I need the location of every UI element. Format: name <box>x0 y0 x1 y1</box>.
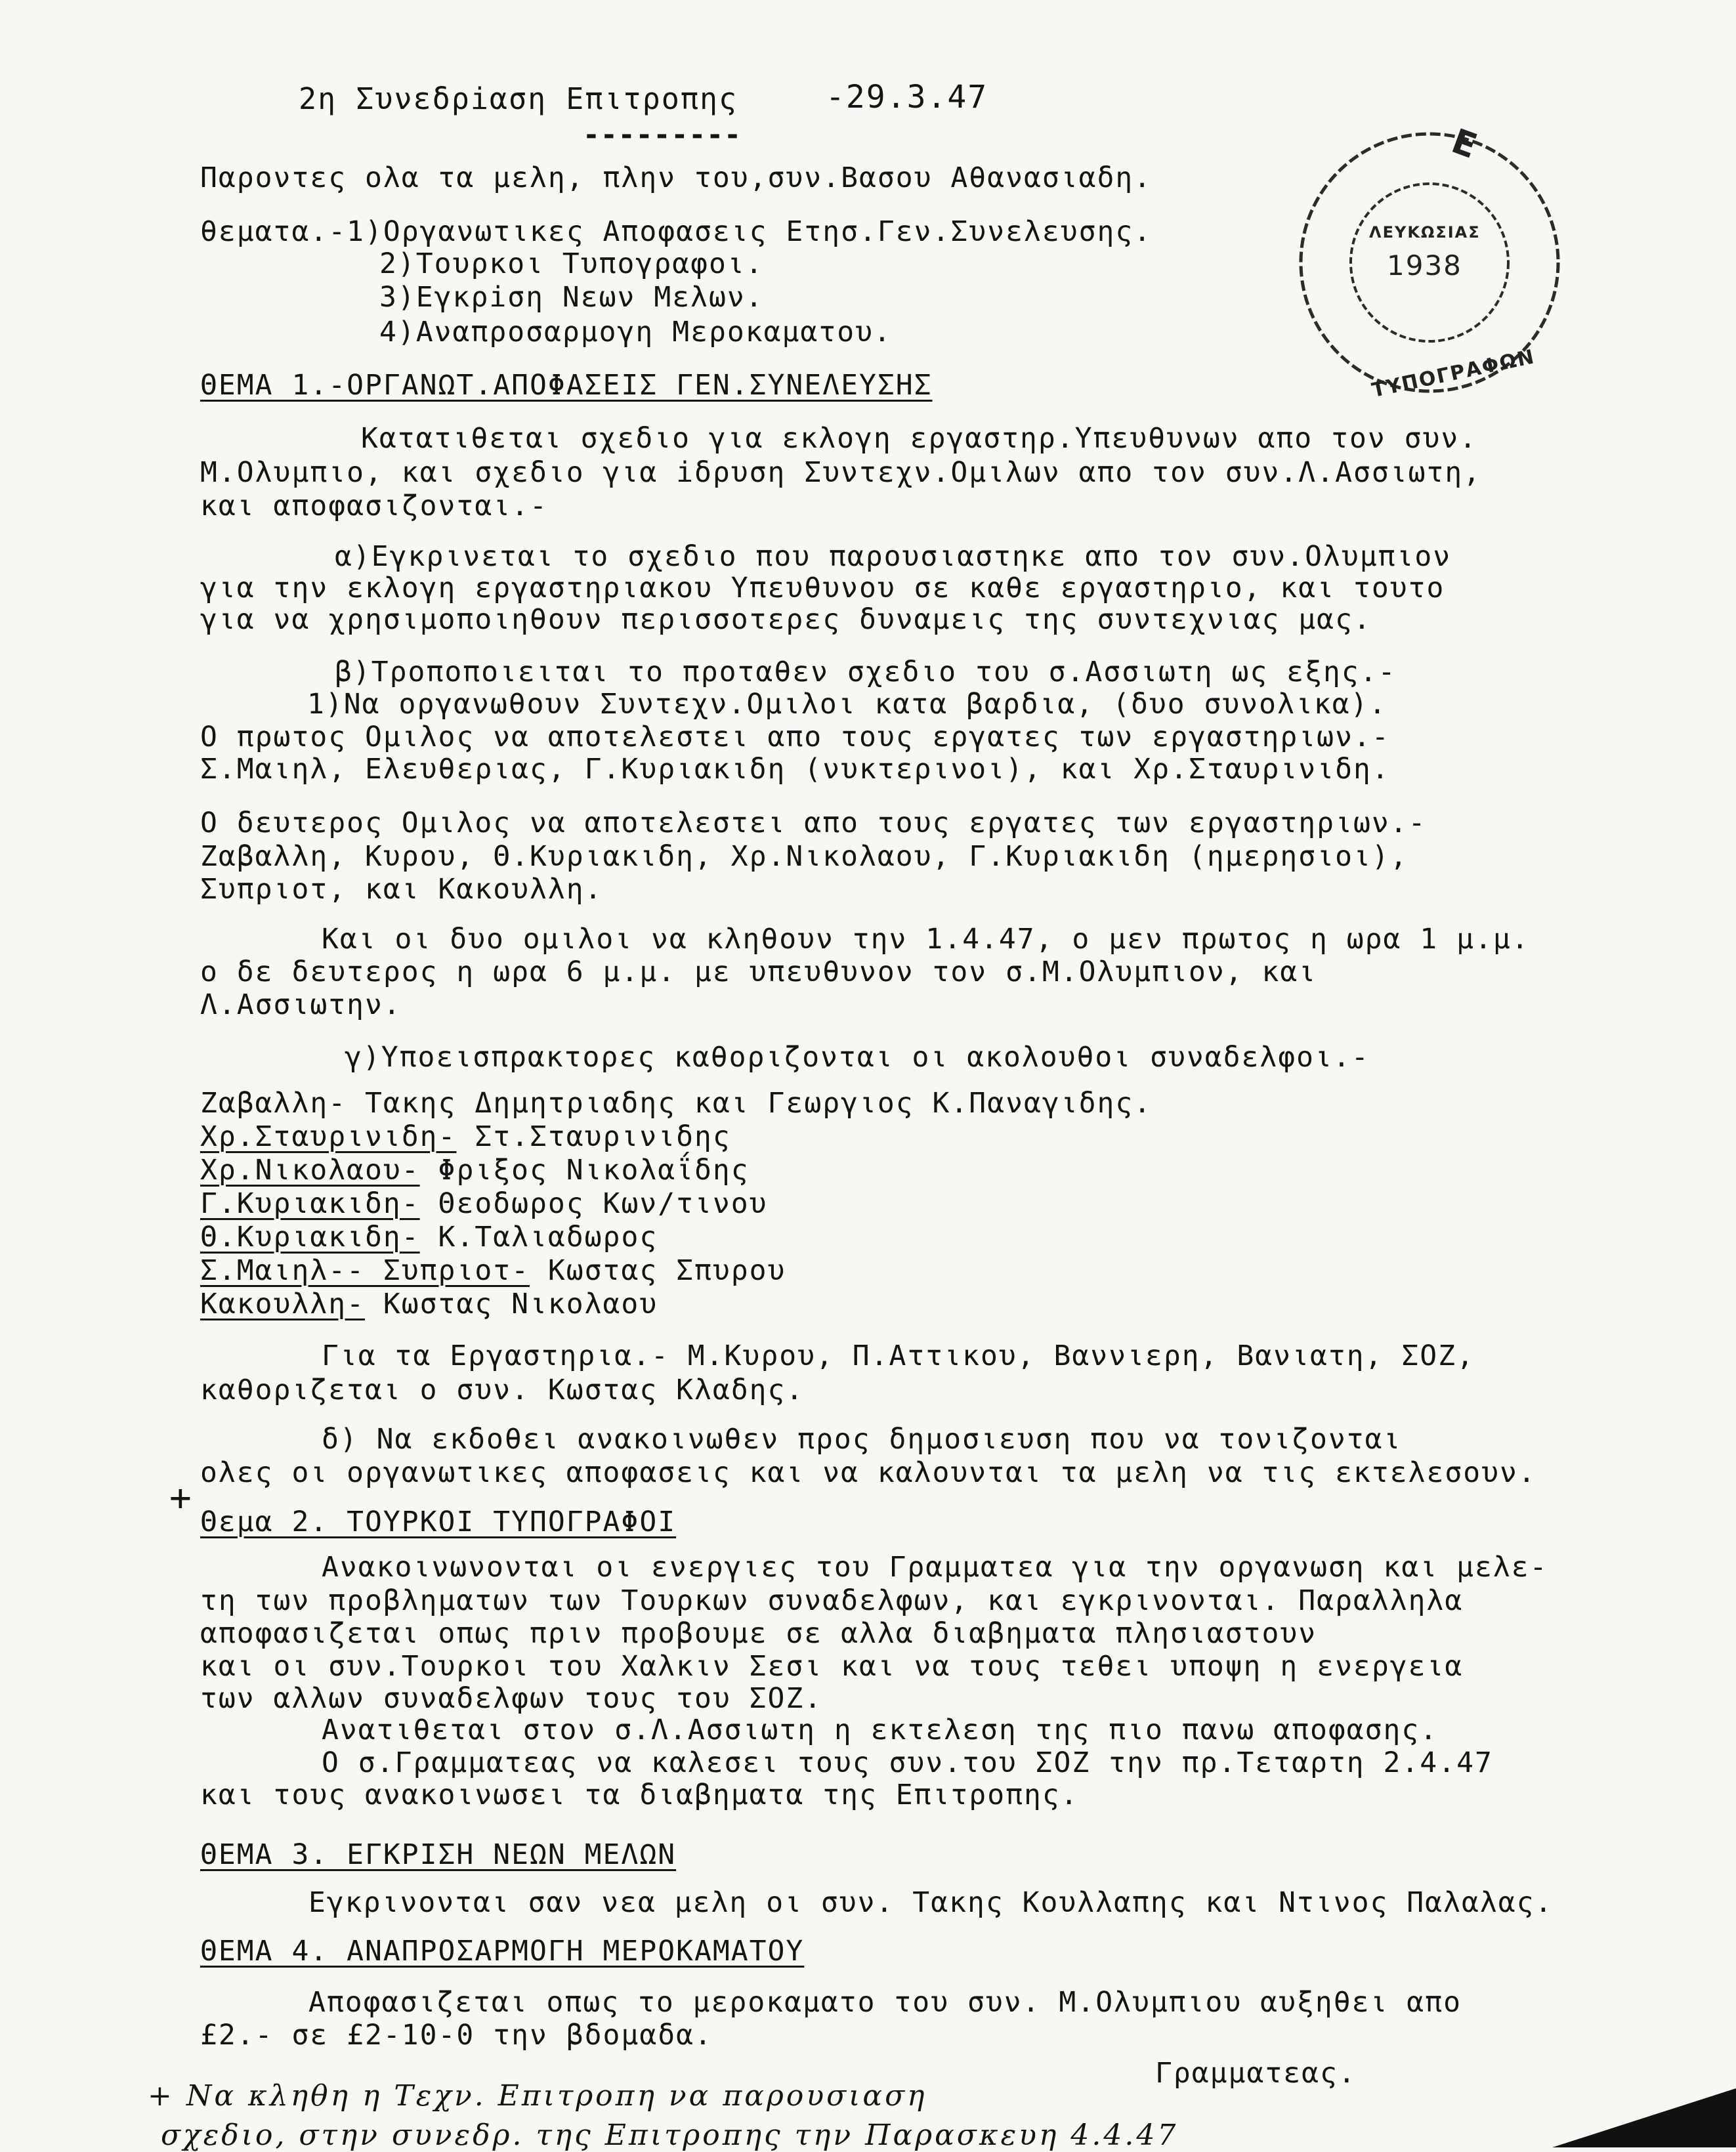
s1-b-line: 1)Να οργανωθουν Συντεχν.Ομιλοι κατα βαρδια, (δυο συνολικα). <box>307 688 1387 721</box>
collector-group: Ζαβαλλη- <box>200 1087 347 1120</box>
section-3-heading: ΘΕΜΑ 3. ΕΓΚΡΙΣΗ ΝΕΩΝ ΜΕΛΩΝ <box>200 1838 677 1871</box>
s1-a-line: για να χρησιμοποιηθουν περισσοτερες δυναμεις της συντεχνιας μας. <box>200 603 1372 636</box>
handwritten-note-line: + Να κληθη η Τεχν. Επιτροπη να παρουσιαση <box>148 2079 927 2113</box>
section-2-heading: Θεμα 2. ΤΟΥΡΚΟΙ ΤΥΠΟΓΡΑΦΟΙ <box>200 1506 677 1538</box>
s1-b2-line: Ο δευτερος Ομιλος να αποτελεστει απο τους εργατες των εργαστηριων.- <box>200 807 1427 839</box>
s1-workshops-line: καθοριζεται ο συν. Κωστας Κλαδης. <box>200 1374 805 1406</box>
s1-b3-line: ο δε δευτερος η ωρα 6 μ.μ. με υπευθυνον τον σ.Μ.Ολυμπιον, και <box>200 956 1317 988</box>
collector-row <box>200 1187 768 1220</box>
document-date: -29.3.47 <box>826 79 988 116</box>
collector-names: Θεοδωρος Κων/τινου <box>419 1187 768 1220</box>
collector-names: Κωστας Νικολαου <box>365 1288 658 1320</box>
seal-bottom-text: ΤΥΠΟΓΡΑΦΩΝ <box>1370 345 1538 402</box>
s1-b2-line: Ζαβαλλη, Κυρου, Θ.Κυριακιδη, Χρ.Νικολαου, Γ.Κυριακιδη (ημερησιοι), <box>200 840 1408 873</box>
collector-names: Κωστας Σπυρου <box>530 1254 786 1287</box>
s3-body-line: Εγκρινονται σαν νεα μελη οι συν. Τακης Κουλλαπης και Ντινος Παλαλας. <box>308 1886 1554 1919</box>
handwritten-note-line: σχεδιο, στην συνεδρ. της Επιτροπης την Παρασκευη 4.4.47 <box>161 2119 1179 2152</box>
s4-body-line: £2.- σε £2-10-0 την βδομαδα. <box>200 2019 713 2052</box>
s2-body2-line: Ανατιθεται στον σ.Λ.Ασσιωτη η εκτελεση της πιο πανω αποφασης. <box>322 1714 1439 1746</box>
s1-d-line: ολες οι οργανωτικες αποφασεις και να καλουνται τα μελη να τις εκτελεσουν. <box>200 1456 1536 1489</box>
collector-group: Σ.Μαιηλ-- Συπριοτ- <box>200 1254 530 1287</box>
collector-row <box>200 1223 658 1252</box>
agenda-item-4: 4)Αναπροσαρμογη Μεροκαματου. <box>379 316 892 348</box>
s2-body-line: Ανακοινωνονται οι ενεργιες του Γραμματεα για την οργανωση και μελε- <box>322 1551 1548 1584</box>
document-title: 2η Συνεδρiαση Επιτροπης <box>299 81 738 116</box>
collector-row <box>200 1120 731 1153</box>
agenda-item-3: 3)Εγκρiση Νεων Μελων. <box>379 281 764 314</box>
seal-top-text: Ε <box>1446 121 1483 167</box>
scan-edge-shadow <box>1552 2088 1736 2147</box>
s2-body2-line: Ο σ.Γραμματεας να καλεσει τους συν.του ΣΟΖ την πρ.Τεταρτη 2.4.47 <box>322 1746 1493 1779</box>
collector-group: Γ.Κυριακιδη- <box>200 1187 420 1220</box>
s1-intro-line: Κατατιθεται σχεδιο για εκλογη εργαστηρ.Υπευθυνων απο τον συν. <box>361 422 1478 455</box>
section-2-margin-mark: + <box>169 1477 192 1519</box>
collector-names: Τακης Δημητριαδης και Γεωργιος Κ.Παναγιδης. <box>347 1087 1153 1120</box>
s1-intro-line: και αποφασιζονται.- <box>200 490 548 522</box>
s1-b2-line: Συπριοτ, και Κακουλλη. <box>200 873 603 906</box>
seal-city: ΛΕΥΚΩΣΙΑΣ <box>1369 223 1481 242</box>
collector-group: Θ.Κυριακιδη- <box>200 1221 420 1254</box>
collector-group: Κακουλλη- <box>200 1288 365 1320</box>
collector-row <box>200 1089 1152 1118</box>
s1-b-line: β)Τροποποιειται το προταθεν σχεδιο του σ.Ασσιωτη ως εξης.- <box>335 656 1397 688</box>
s1-b-line: Σ.Μαιηλ, Ελευθεριας, Γ.Κυριακιδη (νυκτερινοι), και Χρ.Σταυρινιδη. <box>200 753 1390 786</box>
seal-year: 1938 <box>1387 249 1462 282</box>
s1-c-line: γ)Υποεισπρακτορες καθοριζονται οι ακολουθοι συναδελφοι.- <box>345 1041 1370 1074</box>
s1-b3-line: Λ.Ασσιωτην. <box>200 988 402 1021</box>
collector-names: Στ.Σταυρινιδης <box>456 1120 731 1153</box>
s2-body-line: των αλλων συναδελφων τους του ΣΟΖ. <box>200 1682 823 1715</box>
section-1-heading: ΘΕΜΑ 1.-ΟΡΓΑΝΩΤ.ΑΠΟΦΑΣΕΙΣ ΓΕΝ.ΣΥΝΕΛΕΥΣΗΣ <box>200 369 933 402</box>
s1-d-line: δ) Να εκδοθει ανακοινωθεν προς δημοσιευση που να τονιζονται <box>322 1423 1402 1456</box>
collector-names: Κ.Ταλιαδωρος <box>419 1221 658 1254</box>
section-4-heading: ΘΕΜΑ 4. ΑΝΑΠΡΟΣΑΡΜΟΓΗ ΜΕΡΟΚΑΜΑΤΟΥ <box>200 1935 805 1968</box>
s1-intro-line: Μ.Ολυμπιο, και σχεδιο για iδρυση Συντεχν.Ομιλων απο τον συν.Λ.Ασσιωτη, <box>200 456 1482 489</box>
s1-a-line: α)Εγκρινεται το σχεδιο που παρουσιαστηκε απο τον συν.Ολυμπιον <box>335 540 1452 573</box>
collector-row <box>200 1156 750 1185</box>
title-rule: --------- <box>583 119 742 152</box>
s1-b3-line: Και οι δυο ομιλοι να κληθουν την 1.4.47, ο μεν πρωτος η ωρα 1 μ.μ. <box>322 923 1530 956</box>
s2-body-line: και οι συν.Τουρκοι του Χαλκιν Σεσι και να τους τεθει υποψη η ενεργεια <box>200 1650 1464 1683</box>
collector-group: Χρ.Σταυρινιδη- <box>200 1120 457 1153</box>
collector-group: Χρ.Νικολαου- <box>200 1154 420 1187</box>
union-seal-stamp <box>1292 121 1567 402</box>
agenda-item-2: 2)Τουρκοι Τυπογραφοι. <box>379 247 764 280</box>
s1-b-line: Ο πρωτος Ομιλος να αποτελεστει απο τους εργατες των εργαστηριων.- <box>200 721 1390 753</box>
s4-body-line: Αποφασιζεται οπως το μεροκαματο του συν. Μ.Ολυμπιου αυξηθει απο <box>308 1986 1462 2019</box>
attendance-line: Παροντες ολα τα μελη, πλην του,συν.Βασου Αθανασιαδη. <box>200 161 1153 194</box>
s1-a-line: για την εκλογη εργαστηριακου Υπευθυνου σε καθε εργαστηριο, και τουτο <box>200 572 1445 604</box>
s2-body2-line: και τους ανακοινωσει τα διαβηματα της Επιτροπης. <box>200 1779 1079 1811</box>
collector-names: Φριξος Νικολαΐδης <box>419 1154 750 1187</box>
collector-row <box>200 1254 786 1287</box>
s1-workshops-line: Για τα Εργαστηρια.- Μ.Κυρου, Π.Αττικου, Βαννιερη, Βανιατη, ΣΟΖ, <box>322 1340 1475 1372</box>
agenda-item-1: θεματα.-1)Οργανωτικες Αποφασεις Ετησ.Γεν.Συνελευσης. <box>200 215 1153 248</box>
s2-body-line: αποφασιζεται οπως πριν προβουμε σε αλλα διαβηματα πλησιαστουν <box>200 1617 1317 1650</box>
secretary-signature-label: Γραμματεας. <box>1155 2057 1357 2090</box>
collector-row <box>200 1290 658 1319</box>
s2-body-line: τη των προβληματων των Τουρκων συναδελφων, και εγκρινονται. Παραλληλα <box>200 1584 1464 1617</box>
